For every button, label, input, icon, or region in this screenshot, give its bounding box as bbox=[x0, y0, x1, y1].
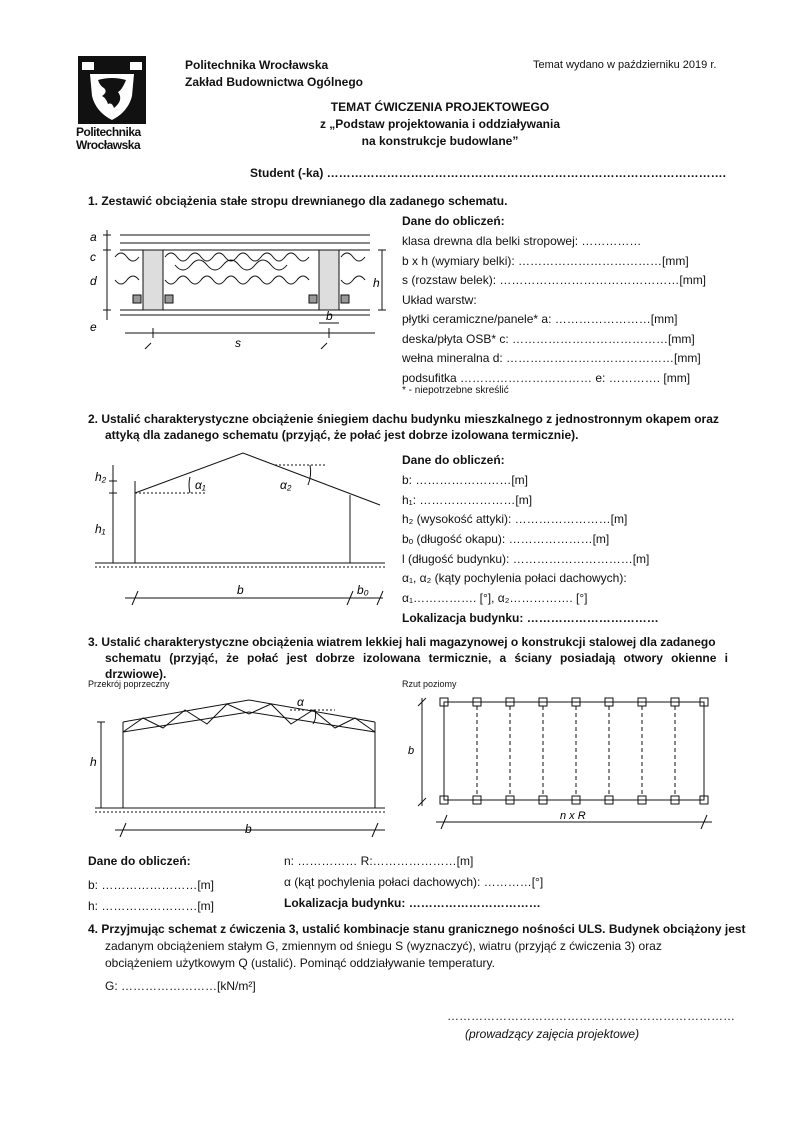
label-h: h bbox=[373, 276, 380, 290]
task3-hall-section-diagram bbox=[85, 690, 390, 845]
task3-plan-diagram bbox=[400, 690, 730, 840]
task2-line: b: ……………………[m] bbox=[402, 473, 529, 487]
label-b: b bbox=[326, 309, 333, 323]
label-alpha: α bbox=[297, 695, 304, 709]
label-b: b bbox=[237, 583, 244, 597]
task2-line: h₁: ……………………[m] bbox=[402, 492, 533, 507]
task1-heading: 1. Zestawić obciążenia stałe stropu drewnianego dla zadanego schematu. bbox=[88, 194, 508, 208]
task2-line: l (długość budynku): …………………………[m] bbox=[402, 551, 650, 566]
task1-floor-diagram bbox=[85, 225, 390, 355]
task3-data-title: Dane do obliczeń: bbox=[88, 854, 191, 868]
task1-data-title: Dane do obliczeń: bbox=[402, 214, 505, 228]
eagle-shield-icon bbox=[78, 56, 146, 124]
task4-line3: obciążeniem użytkowym Q (ustalić). Pominąć oddziaływanie temperatury. bbox=[105, 956, 495, 970]
page-subtitle-2: na konstrukcje budowlane” bbox=[361, 134, 519, 148]
task2-data-list bbox=[402, 472, 659, 630]
task4-g-line: G: ……………………[kN/m²] bbox=[105, 979, 256, 993]
student-field: Student (-ka) ………………………………………………………………………………………. bbox=[250, 166, 726, 180]
label-s: s bbox=[235, 336, 241, 350]
department-name: Zakład Budownictwa Ogólnego bbox=[185, 75, 364, 89]
label-c: c bbox=[90, 250, 96, 264]
task2-line: α₁, α₂ (kąty pochylenia połaci dachowych): bbox=[402, 571, 627, 586]
university-name: Politechnika Wrocławska bbox=[185, 58, 329, 72]
university-logo bbox=[78, 56, 146, 124]
task2-line: h₂ (wysokość attyki): ……………………[m] bbox=[402, 512, 628, 527]
logo-wordmark: Politechnika Wrocławska bbox=[76, 125, 141, 152]
task3-h-line: h: ……………………[m] bbox=[88, 899, 215, 913]
label-b: b bbox=[245, 822, 252, 836]
task2-heading: 2. Ustalić charakterystyczne obciążenie śniegiem dachu budynku mieszkalnego z jednostronnym okapem oraz attyką dla zadanego schematu (przyjąć, że połać jest dobrze izolowana termicznie). bbox=[88, 412, 719, 442]
task3-location-line: Lokalizacja budynku: …………………………… bbox=[284, 896, 541, 910]
label-d: d bbox=[90, 274, 97, 288]
label-n-x-r: n x R bbox=[560, 810, 586, 822]
task2-data-title: Dane do obliczeń: bbox=[402, 453, 505, 467]
task1-line: Układ warstw: bbox=[402, 292, 477, 307]
task1-line: płytki ceramiczne/panele* a: ……………………[mm] bbox=[402, 312, 678, 326]
label-a: a bbox=[90, 230, 97, 244]
page-subtitle-1: z „Podstaw projektowania i oddziaływania bbox=[319, 117, 561, 131]
task1-note: * - niepotrzebne skreślić bbox=[402, 385, 509, 396]
task1-line: s (rozstaw belek): ………………………………………[mm] bbox=[402, 273, 707, 287]
label-alpha1: α₁ bbox=[195, 478, 206, 492]
section-caption: Przekrój poprzeczny bbox=[88, 679, 170, 689]
task1-line: b x h (wymiary belki): ………………………………[mm] bbox=[402, 253, 689, 268]
label-h: h bbox=[90, 755, 97, 769]
task1-data-list bbox=[402, 233, 706, 389]
page-title: TEMAT ĆWICZENIA PROJEKTOWEGO bbox=[330, 100, 550, 114]
task3-b-line: b: ……………………[m] bbox=[88, 878, 215, 892]
task3-n-r-line: n: …………… R:…………………[m] bbox=[284, 854, 474, 868]
label-alpha2: α₂ bbox=[280, 478, 292, 492]
task4-line1: 4. Przyjmując schemat z ćwiczenia 3, ustalić kombinacje stanu granicznego nośności ULS. Budynek obciążony jest bbox=[88, 922, 746, 936]
plan-caption: Rzut poziomy bbox=[402, 679, 457, 689]
issue-date: Temat wydano w październiku 2019 r. bbox=[533, 59, 717, 71]
task2-snow-diagram bbox=[85, 445, 390, 620]
label-b0: b₀ bbox=[357, 583, 369, 597]
signature-caption: (prowadzący zajęcia projektowe) bbox=[465, 1027, 640, 1041]
task1-line: podsufitka …………………………… e: …………. [mm] bbox=[402, 370, 691, 385]
signature-line: ……………………………………………………………… bbox=[447, 1009, 735, 1023]
label-b-plan: b bbox=[408, 745, 415, 757]
task1-line: klasa drewna dla belki stropowej: …………… bbox=[402, 234, 642, 248]
task1-line: wełna mineralna d: ……………………………………[mm] bbox=[402, 351, 701, 365]
task2-line: α₁……………. [°], α₂……………. [°] bbox=[402, 591, 588, 606]
task2-line: Lokalizacja budynku: …………………………… bbox=[402, 610, 659, 625]
label-h1: h₁ bbox=[95, 522, 106, 536]
task3-heading: 3. Ustalić charakterystyczne obciążenia wiatrem lekkiej hali magazynowej o konstrukcji stalowej dla zadanego schematu (przyjąć, że połać jest dobrze izolowana termicznie, a ściany posiadają otwory okienne i drzwiowe). bbox=[88, 635, 728, 681]
task1-line: deska/płyta OSB* c: …………………………………[mm] bbox=[402, 331, 695, 346]
task4-line2: zadanym obciążeniem stałym G, zmiennym od śniegu S (wyznaczyć), wiatru (przyjąć z ćwiczenia 3) oraz bbox=[105, 939, 662, 953]
label-e: e bbox=[90, 320, 97, 334]
task2-line: bₒ (długość okapu): …………………[m] bbox=[402, 532, 610, 547]
label-h2: h₂ bbox=[95, 470, 107, 484]
task3-alpha-line: α (kąt pochylenia połaci dachowych): …………[°] bbox=[284, 875, 544, 889]
